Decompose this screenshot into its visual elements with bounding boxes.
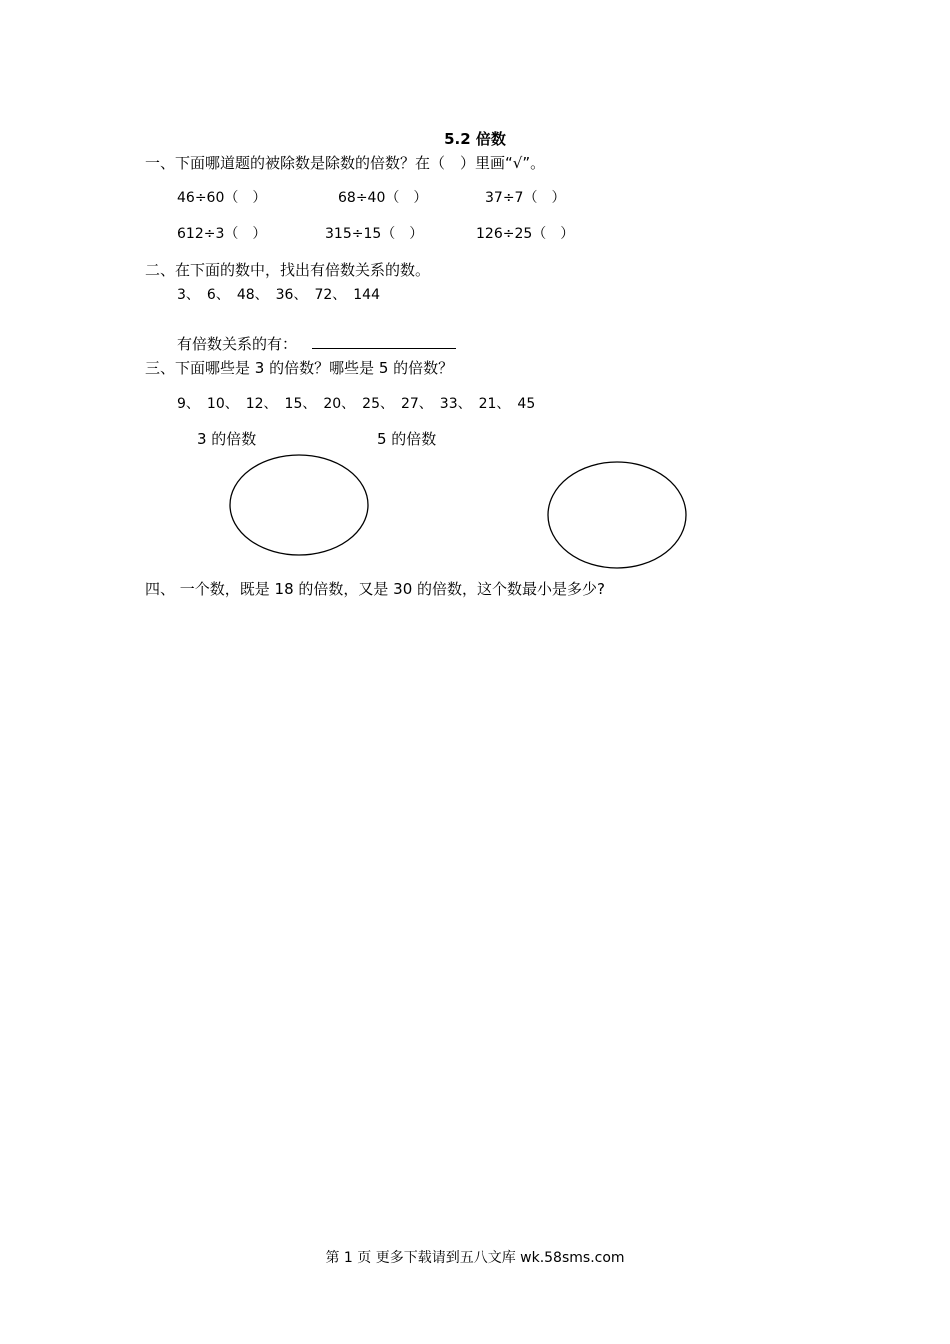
question-2-prompt: 二、在下面的数中，找出有倍数关系的数。 [145,261,431,279]
question-3-numbers: 9、 10、 12、 15、 20、 25、 27、 33、 21、 45 [177,396,536,412]
question-1-prompt: 一、下面哪道题的被除数是除数的倍数？在（ ）里画“√”。 [145,154,546,172]
question-1-item-4: 612÷3（ ） [177,226,267,242]
question-1-item-2: 68÷40（ ） [338,190,428,206]
question-3-prompt: 三、下面哪些是 3 的倍数？哪些是 5 的倍数？ [145,359,454,377]
multiples-of-3-label: 3 的倍数 [197,430,257,448]
question-2-answer-label: 有倍数关系的有： [177,335,298,353]
question-1-item-5: 315÷15（ ） [325,226,424,242]
multiples-of-5-label: 5 的倍数 [377,430,437,448]
question-4-prompt: 四、 一个数，既是 18 的倍数，又是 30 的倍数，这个数最小是多少? [145,580,605,598]
page-footer: 第 1 页 更多下载请到五八文库 wk.58sms.com [325,1250,625,1266]
page-title: 5.2 倍数 [444,130,506,148]
question-2-numbers: 3、 6、 48、 36、 72、 144 [177,287,380,303]
multiples-of-3-circle[interactable] [230,455,368,555]
question-1-item-6: 126÷25（ ） [476,226,575,242]
multiples-of-5-circle[interactable] [548,462,686,568]
question-1-item-3: 37÷7（ ） [485,190,566,206]
question-1-item-1: 46÷60（ ） [177,190,267,206]
